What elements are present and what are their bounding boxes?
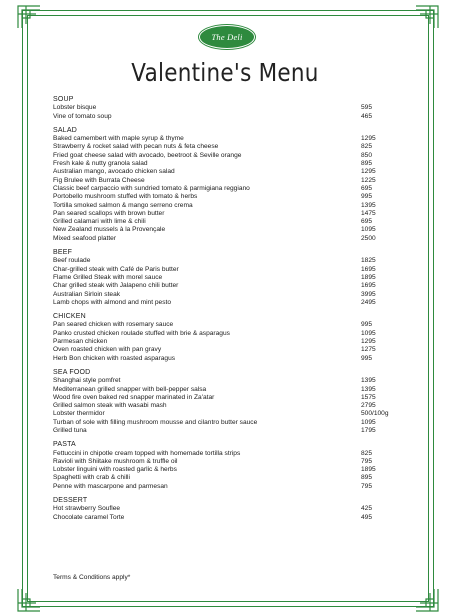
menu-item-name: Grilled tuna <box>53 426 87 434</box>
menu-item-name: Fettuccini in chipotle cream topped with homemade tortilla strips <box>53 449 241 457</box>
menu-item-name: Penne with mascarpone and parmesan <box>53 482 168 490</box>
menu-item-price: 895 <box>361 474 373 482</box>
menu-item-name: Baked camembert with maple syrup & thyme <box>53 135 184 143</box>
menu-section <box>53 96 397 121</box>
menu-item-name: Beef roulade <box>53 257 91 265</box>
terms-note: Terms & Conditions apply* <box>53 574 131 581</box>
menu-item <box>53 113 397 121</box>
menu-item-name: Fig Brulee with Burrata Cheese <box>53 176 145 184</box>
menu-item-price: 1395 <box>361 377 376 385</box>
menu-item-price: 1295 <box>361 135 376 143</box>
menu-item <box>53 474 397 482</box>
menu-item <box>53 185 397 193</box>
menu-item-name: Char-grilled steak with Café de Paris butter <box>53 265 179 273</box>
menu-item-name: Herb Bon chicken with roasted asparagus <box>53 354 176 362</box>
menu-item-price: 1695 <box>361 282 376 290</box>
menu-item-price: 695 <box>361 218 373 226</box>
menu-item-name: Hot strawberry Souflee <box>53 505 121 513</box>
menu-item-price: 825 <box>361 449 373 457</box>
menu-item <box>53 450 397 458</box>
section-title: SALAD <box>53 126 77 134</box>
menu-item-price: 1795 <box>361 426 376 434</box>
menu-item-price: 465 <box>361 112 373 120</box>
menu-item <box>53 104 397 112</box>
deli-logo: The Deli <box>201 27 253 47</box>
menu-item-price: 995 <box>361 354 373 362</box>
menu-item-price: 795 <box>361 482 373 490</box>
menu-item-price: 1295 <box>361 338 376 346</box>
menu-item-name: Grilled salmon steak with wasabi mash <box>53 402 167 410</box>
menu-item <box>53 377 397 385</box>
menu-item <box>53 218 397 226</box>
menu-item-name: Australian mango, avocado chicken salad <box>53 168 175 176</box>
menu-item-name: Tortilla smoked salmon & mango serreno crema <box>53 201 193 209</box>
menu-item-price: 1225 <box>361 176 376 184</box>
menu-item-price: 1895 <box>361 466 376 474</box>
menu-item-name: Fresh kale & nutty granola salad <box>53 160 148 168</box>
menu-item <box>53 321 397 329</box>
menu-item-price: 500/100g <box>361 410 389 418</box>
menu-item-name: Pan seared chicken with rosemary sauce <box>53 321 174 329</box>
menu-item <box>53 135 397 143</box>
menu-item-price: 595 <box>361 104 373 112</box>
menu-item <box>53 266 397 274</box>
menu-item-price: 2495 <box>361 298 376 306</box>
menu-item-name: Wood fire oven baked red snapper marinated in Za'atar <box>53 393 215 401</box>
menu-item-name: New Zealand mussels à la Provençale <box>53 226 166 234</box>
menu-item <box>53 505 397 513</box>
menu-item-name: Portobello mushroom stuffed with tomato & herbs <box>53 193 198 201</box>
menu-section <box>53 127 397 243</box>
menu-item-name: Vine of tomato soup <box>53 112 112 120</box>
menu-item-name: Shanghai style pomfret <box>53 377 121 385</box>
menu-item-price: 2500 <box>361 234 376 242</box>
menu-item <box>53 274 397 282</box>
menu-item <box>53 210 397 218</box>
menu-section <box>53 441 397 491</box>
menu-item-price: 495 <box>361 513 373 521</box>
menu-item-name: Chocolate caramel Torte <box>53 513 125 521</box>
menu-item-price: 425 <box>361 505 373 513</box>
menu-item <box>53 386 397 394</box>
corner-ornament-bottom-left <box>16 587 42 613</box>
menu-item-name: Lobster linguini with roasted garlic & herbs <box>53 466 177 474</box>
menu-item-price: 1095 <box>361 418 376 426</box>
menu-item <box>53 410 397 418</box>
menu-section <box>53 497 397 522</box>
corner-ornament-top-right <box>414 4 440 30</box>
menu-item-name: Spaghetti with crab & chilli <box>53 474 130 482</box>
menu-item <box>53 282 397 290</box>
menu-item-name: Lobster bisque <box>53 104 97 112</box>
menu-item-price: 995 <box>361 321 373 329</box>
menu-item-price: 1895 <box>361 273 376 281</box>
menu-item <box>53 346 397 354</box>
menu-item <box>53 514 397 522</box>
menu-item <box>53 394 397 402</box>
menu-item-name: Oven roasted chicken with pan gravy <box>53 346 162 354</box>
menu-item-price: 850 <box>361 151 373 159</box>
menu-item <box>53 419 397 427</box>
menu-item <box>53 168 397 176</box>
menu-item-price: 1395 <box>361 385 376 393</box>
menu-item-price: 1295 <box>361 168 376 176</box>
menu-body <box>53 96 397 528</box>
menu-item-name: Flame Grilled Steak with morel sauce <box>53 273 163 281</box>
section-title: DESSERT <box>53 497 88 505</box>
corner-ornament-bottom-right <box>414 587 440 613</box>
menu-item-name: Parmesan chicken <box>53 338 108 346</box>
menu-item-price: 2795 <box>361 402 376 410</box>
menu-item-price: 1825 <box>361 257 376 265</box>
menu-item <box>53 427 397 435</box>
menu-item-name: Australian Sirloin steak <box>53 290 121 298</box>
menu-item <box>53 355 397 363</box>
menu-item-price: 1095 <box>361 329 376 337</box>
menu-item-price: 825 <box>361 143 373 151</box>
menu-item <box>53 143 397 151</box>
menu-item-name: Turban of sole with filling mushroom mousse and cilantro butter sauce <box>53 418 258 426</box>
menu-item-name: Classic beef carpaccio with sundried tomato & parmigiana reggiano <box>53 184 250 192</box>
menu-item <box>53 483 397 491</box>
section-title: BEEF <box>53 249 73 257</box>
menu-title: Valentine's Menu <box>131 58 319 87</box>
menu-item-price: 1275 <box>361 346 376 354</box>
menu-item <box>53 291 397 299</box>
menu-item-name: Mixed seafood platter <box>53 234 117 242</box>
menu-item <box>53 458 397 466</box>
section-title: CHICKEN <box>53 313 86 321</box>
menu-item-name: Fried goat cheese salad with avocado, beetroot & Seville orange <box>53 151 242 159</box>
menu-item-price: 995 <box>361 193 373 201</box>
menu-item-name: Grilled calamari with lime & chili <box>53 218 146 226</box>
menu-item-price: 795 <box>361 457 373 465</box>
section-title: SEA FOOD <box>53 368 91 376</box>
menu-item <box>53 299 397 307</box>
menu-item <box>53 177 397 185</box>
menu-item <box>53 402 397 410</box>
menu-item <box>53 330 397 338</box>
section-title: PASTA <box>53 441 76 449</box>
section-title: SOUP <box>53 96 74 103</box>
menu-item-name: Pan seared scallops with brown butter <box>53 209 165 217</box>
menu-item-price: 1575 <box>361 393 376 401</box>
menu-item-price: 1095 <box>361 226 376 234</box>
menu-item <box>53 193 397 201</box>
menu-item-price: 3995 <box>361 290 376 298</box>
menu-item-name: Ravioli with Shiitake mushroom & truffle oil <box>53 457 178 465</box>
menu-item <box>53 152 397 160</box>
menu-item-name: Char grilled steak with Jalapeno chili butter <box>53 282 179 290</box>
menu-section <box>53 369 397 435</box>
menu-item <box>53 466 397 474</box>
menu-item <box>53 338 397 346</box>
corner-ornament-top-left <box>16 4 42 30</box>
menu-item-price: 895 <box>361 160 373 168</box>
menu-item <box>53 257 397 265</box>
menu-item <box>53 226 397 234</box>
menu-item-price: 695 <box>361 184 373 192</box>
menu-item-price: 1695 <box>361 265 376 273</box>
menu-section <box>53 249 397 307</box>
menu-item <box>53 202 397 210</box>
menu-item <box>53 235 397 243</box>
menu-item-name: Lobster thermidor <box>53 410 105 418</box>
menu-item-name: Mediterranean grilled snapper with bell-pepper salsa <box>53 385 207 393</box>
menu-item-price: 1475 <box>361 209 376 217</box>
menu-item-name: Panko crusted chicken roulade stuffed with brie & asparagus <box>53 329 230 337</box>
menu-section <box>53 313 397 363</box>
menu-item <box>53 160 397 168</box>
menu-item-price: 1395 <box>361 201 376 209</box>
menu-item-name: Strawberry & rocket salad with pecan nuts & feta cheese <box>53 143 219 151</box>
menu-item-name: Lamb chops with almond and mint pesto <box>53 298 172 306</box>
